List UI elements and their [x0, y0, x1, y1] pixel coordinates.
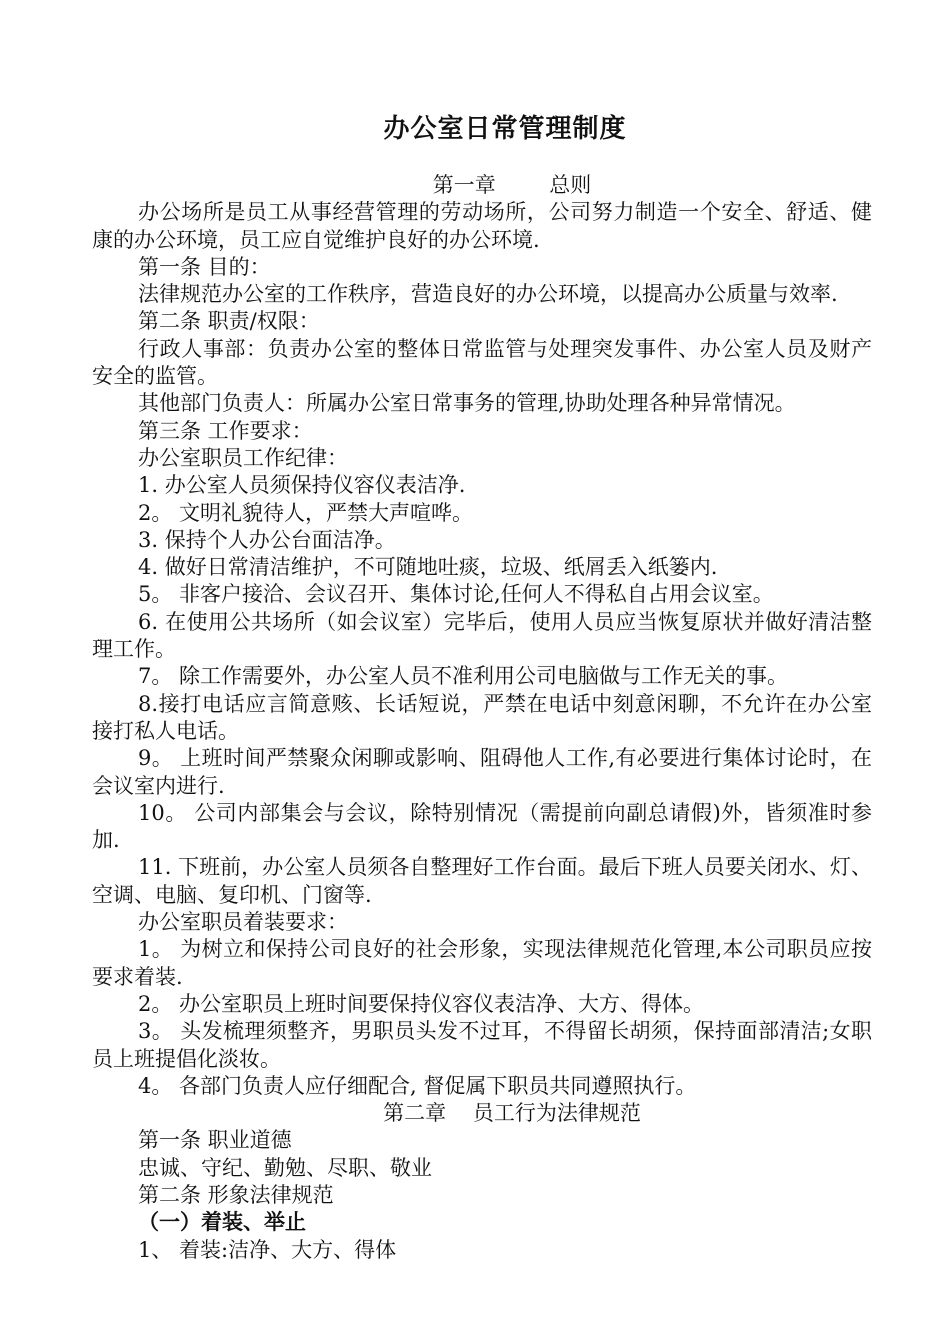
list-item: 8.接打电话应言简意赅、长话短说，严禁在电话中刻意闲聊，不允许在办公室接打私人电话。	[92, 691, 872, 743]
paragraph: 第二条 职责/权限：	[138, 309, 320, 334]
paragraph: 忠诚、守纪、勤勉、尽职、敬业	[138, 1155, 432, 1180]
paragraph: 法律规范办公室的工作秩序，营造良好的办公环境，以提高办公质量与效率.	[138, 282, 838, 307]
list-item: 9。 上班时间严禁聚众闲聊或影响、阻碍他人工作,有必要进行集体讨论时，在会议室内进行.	[92, 746, 872, 798]
paragraph: 办公场所是员工从事经营管理的劳动场所，公司努力制造一个安全、舒适、健康的办公环境，员工应自觉维护良好的办公环境.	[92, 200, 872, 252]
paragraph: 行政人事部：负责办公室的整体日常监管与处理突发事件、办公室人员及财产安全的监管。	[92, 336, 872, 389]
list-item: 11. 下班前，办公室人员须各自整理好工作台面。最后下班人员要关闭水、灯、空调、电脑、复印机、门窗等.	[92, 855, 872, 907]
list-item: 2。 文明礼貌待人，严禁大声喧哗。	[138, 500, 474, 525]
chapter-heading-2: 第二章 员工行为法律规范	[383, 1101, 641, 1126]
paragraph: 办公室职员着装要求：	[138, 910, 348, 935]
list-item: 6. 在使用公共场所（如会议室）完毕后，使用人员应当恢复原状并做好清洁整理工作。	[92, 609, 872, 662]
list-item: 7。 除工作需要外，办公室人员不准利用公司电脑做与工作无关的事。	[138, 664, 789, 689]
chapter-heading-1: 第一章 总则	[432, 173, 592, 197]
paragraph: 第三条 工作要求：	[138, 418, 313, 443]
list-item: 10。 公司内部集会与会议，除特别情况（需提前向副总请假)外，皆须准时参加.	[92, 800, 872, 853]
list-item: 4。 各部门负责人应仔细配合, 督促属下职员共同遵照执行。	[138, 1073, 697, 1098]
document-title: 办公室日常管理制度	[383, 114, 627, 144]
list-item: 1. 办公室人员须保持仪容仪表洁净.	[138, 473, 466, 498]
list-item: 3. 保持个人办公台面洁净。	[138, 527, 396, 552]
list-item: 5。 非客户接洽、会议召开、集体讨论,任何人不得私自占用会议室。	[138, 582, 774, 607]
paragraph: 第一条 目的：	[138, 254, 271, 279]
section-subheading: （一）着装、举止	[138, 1210, 306, 1235]
paragraph: 办公室职员工作纪律：	[138, 445, 348, 470]
list-item: 2。 办公室职员上班时间要保持仪容仪表洁净、大方、得体。	[138, 991, 705, 1016]
paragraph: 第一条 职业道德	[138, 1128, 292, 1153]
paragraph: 其他部门负责人：所属办公室日常事务的管理,协助处理各种异常情况。	[138, 391, 796, 416]
document-body	[92, 172, 872, 1264]
list-item: 4. 做好日常清洁维护，不可随地吐痰，垃圾、纸屑丢入纸篓内.	[138, 555, 718, 580]
list-item: 1、 着装:洁净、大方、得体	[138, 1237, 397, 1262]
list-item: 3。 头发梳理须整齐，男职员头发不过耳，不得留长胡须，保持面部清洁;女职员上班提倡化淡妆。	[92, 1019, 872, 1071]
paragraph: 第二条 形象法律规范	[138, 1182, 334, 1207]
list-item: 1。 为树立和保持公司良好的社会形象，实现法律规范化管理,本公司职员应按要求着装.	[92, 937, 872, 989]
